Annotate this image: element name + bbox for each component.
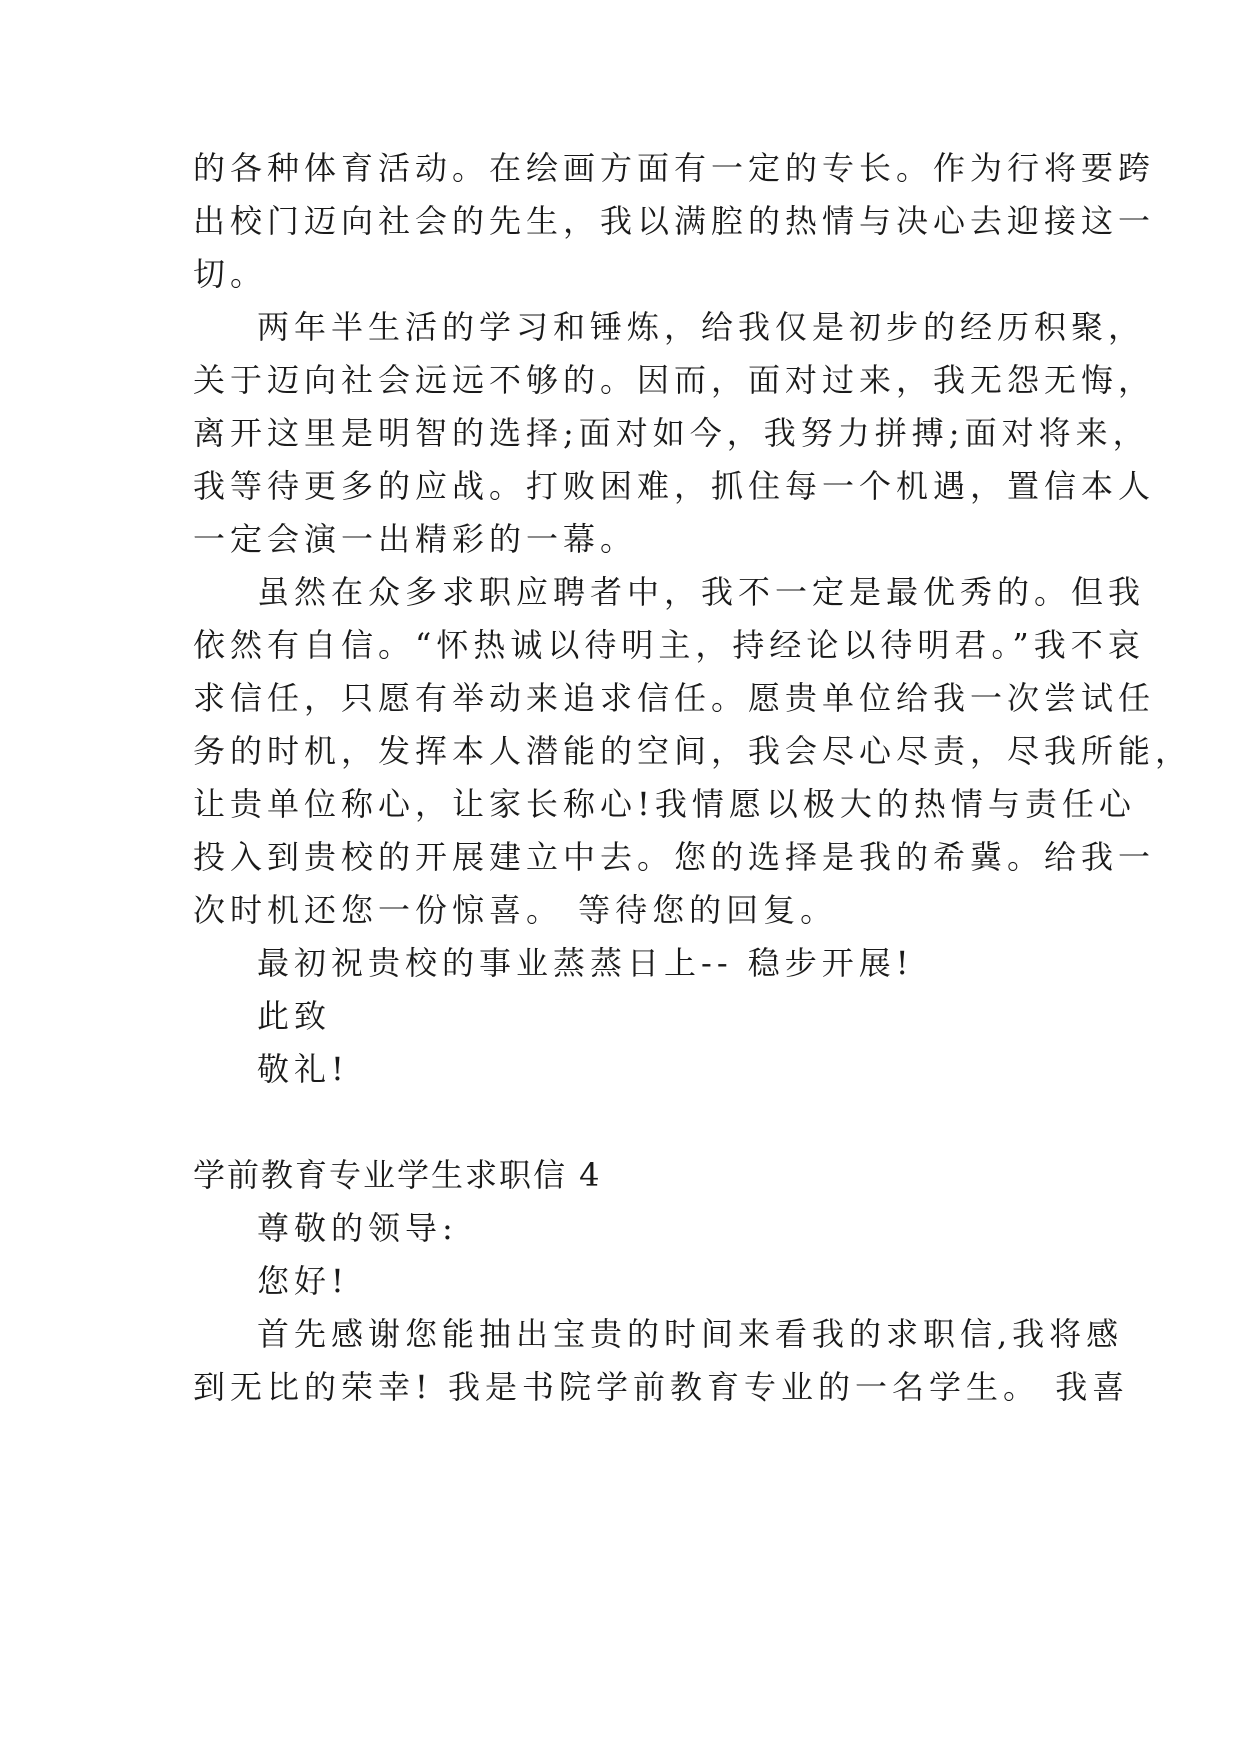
body-line: 次时机还您一份惊喜。 等待您的回复。: [193, 891, 838, 929]
closing-salutation: 此致: [257, 997, 332, 1035]
body-line: 我等待更多的应战。打败困难，抓住每一个机遇，置信本人: [193, 467, 1156, 505]
body-line: 的各种体育活动。在绘画方面有一定的专长。作为行将要跨: [193, 149, 1156, 187]
body-line: 到无比的荣幸! 我是书院学前教育专业的一名学生。 我喜: [193, 1368, 1130, 1406]
closing-wish-line: 最初祝贵校的事业蒸蒸日上-- 稳步开展!: [257, 944, 914, 982]
body-line: 出校门迈向社会的先生，我以满腔的热情与决心去迎接这一: [193, 202, 1156, 240]
body-line: 离开这里是明智的选择;面对如今，我努力拼搏;面对将来，: [193, 414, 1150, 452]
section-heading: 学前教育专业学生求职信 4: [193, 1156, 602, 1194]
body-line: 求信任，只愿有举动来追求信任。愿贵单位给我一次尝试任: [193, 679, 1156, 717]
body-line: 关于迈向社会远远不够的。因而，面对过来，我无怨无悔，: [193, 361, 1156, 399]
body-line: 切。: [193, 255, 268, 293]
body-line: 让贵单位称心，让家长称心!我情愿以极大的热情与责任心: [193, 785, 1136, 823]
body-line: 务的时机，发挥本人潜能的空间，我会尽心尽责，尽我所能，: [193, 732, 1193, 770]
paragraph-start-line: 首先感谢您能抽出宝贵的时间来看我的求职信,我将感: [257, 1315, 1124, 1353]
body-line: 投入到贵校的开展建立中去。您的选择是我的希冀。给我一: [193, 838, 1156, 876]
paragraph-start-line: 虽然在众多求职应聘者中，我不一定是最优秀的。但我: [257, 573, 1146, 611]
closing-regards: 敬礼!: [257, 1050, 349, 1088]
body-line: 依然有自信。“怀热诚以待明主，持经论以待明君。”我不哀: [193, 626, 1145, 664]
greeting-line: 尊敬的领导:: [257, 1209, 458, 1247]
body-line: 一定会演一出精彩的一幕。: [193, 520, 638, 558]
paragraph-start-line: 两年半生活的学习和锤炼，给我仅是初步的经历积聚，: [257, 308, 1146, 346]
greeting-line: 您好!: [257, 1262, 349, 1300]
